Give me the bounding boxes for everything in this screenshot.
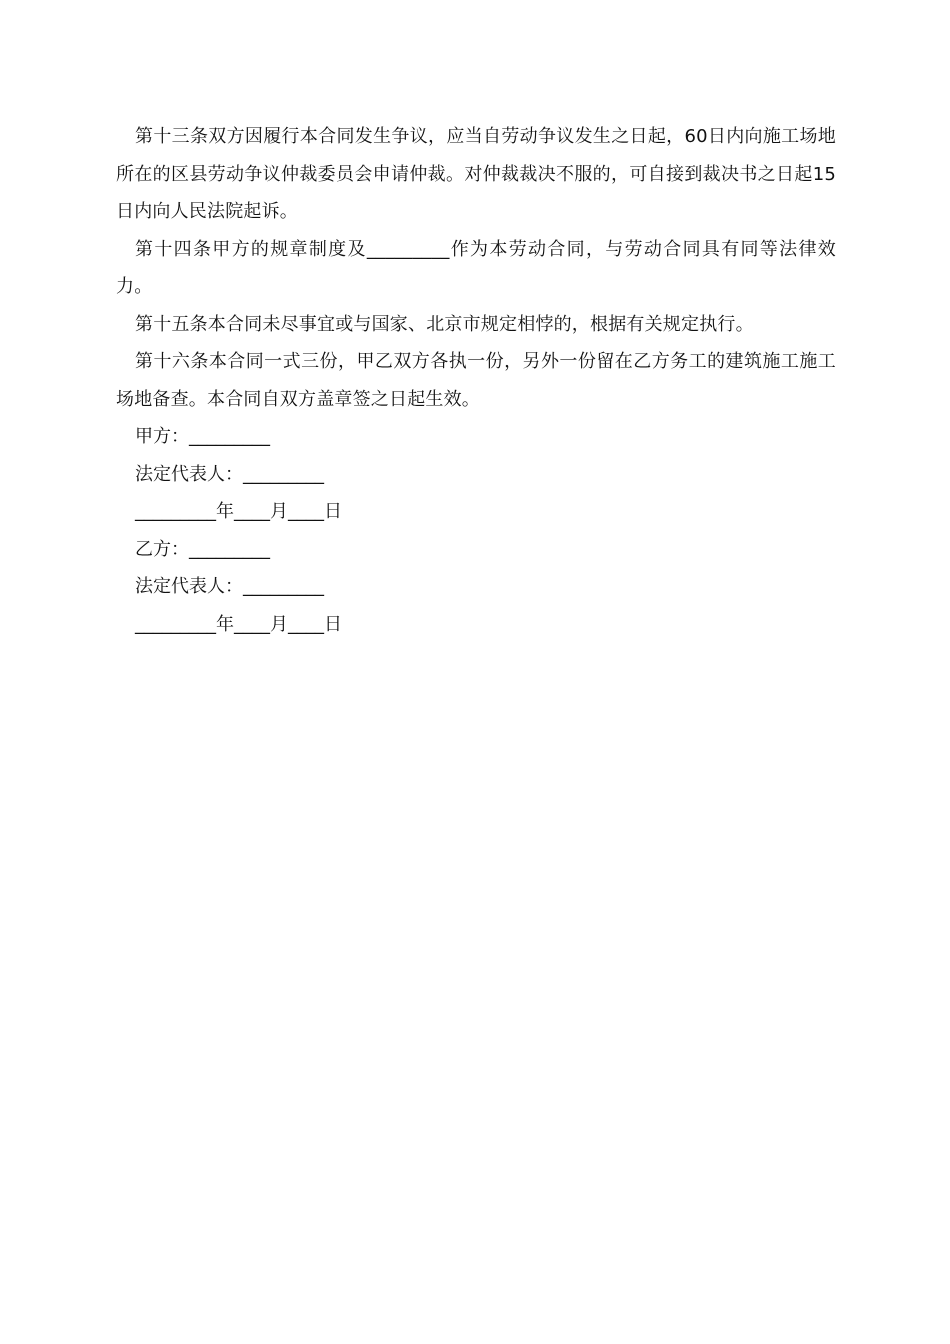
party-b-line: 乙方：_________: [135, 538, 270, 560]
party-b-representative-line: 法定代表人：_________: [135, 576, 324, 597]
article-16: 第十六条本合同一式三份，甲乙双方各执一份，另外一份留在乙方务工的建筑施工施工场地备查。本合同自双方盖章签之日起生效。: [116, 351, 836, 410]
article-13: 第十三条双方因履行本合同发生争议，应当自劳动争议发生之日起，60日内向施工场地所在的区县劳动争议仲裁委员会申请仲裁。对仲裁裁决不服的，可自接到裁决书之日起15日内向人民法院起诉。: [116, 126, 836, 222]
article-14: 第十四条甲方的规章制度及_________作为本劳动合同，与劳动合同具有同等法律效力。: [116, 238, 836, 297]
party-a-representative-line: 法定代表人：_________: [135, 463, 324, 485]
document-body: [116, 118, 836, 643]
article-15: 第十五条本合同未尽事宜或与国家、北京市规定相悖的，根据有关规定执行。: [135, 313, 754, 335]
party-a-line: 甲方：_________: [135, 426, 270, 447]
signature-block: [116, 418, 836, 643]
party-b-date-line: _________年____月____日: [135, 613, 342, 635]
party-a-date-line: _________年____月____日: [135, 501, 342, 522]
